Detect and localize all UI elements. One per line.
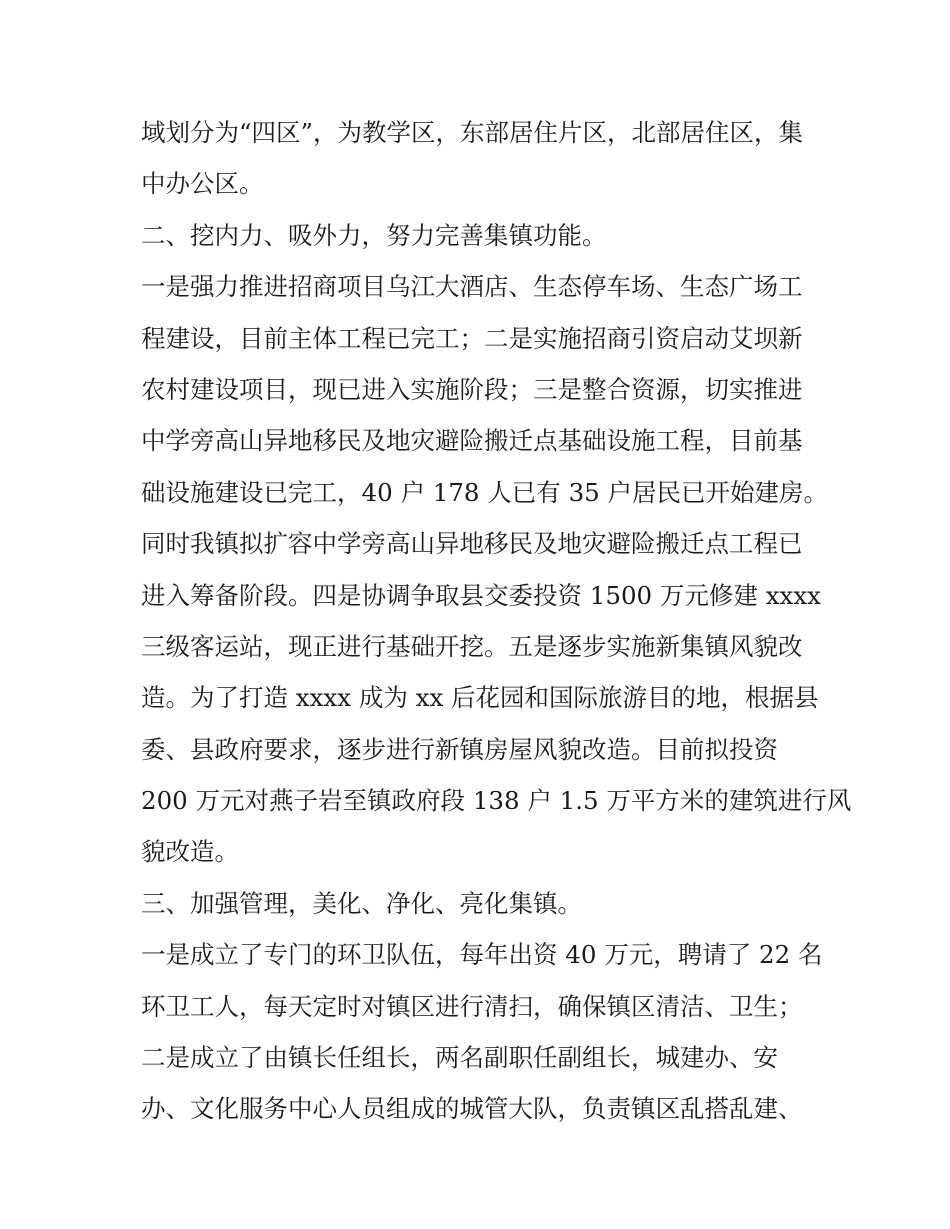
- text-line: 环卫工人，每天定时对镇区进行清扫，确保镇区清洁、卫生；: [141, 991, 803, 1021]
- text-line: 三级客运站，现正进行基础开挖。五是逐步实施新集镇风貌改: [141, 631, 803, 661]
- text-line: 办、文化服务中心人员组成的城管大队，负责镇区乱搭乱建、: [141, 1094, 803, 1124]
- text-line: 础设施建设已完工，40 户 178 人已有 35 户居民已开始建房。: [141, 477, 829, 507]
- text-line: 貌改造。: [141, 837, 239, 867]
- text-line: 中办公区。: [141, 169, 264, 199]
- text-line: 造。为了打造 xxxx 成为 xx 后花园和国际旅游目的地，根据县: [141, 683, 819, 713]
- text-line: 二是成立了由镇长任组长，两名副职任副组长，城建办、安: [141, 1043, 778, 1073]
- text-line: 同时我镇拟扩容中学旁高山异地移民及地灾避险搬迁点工程已: [141, 529, 803, 559]
- document-body: [141, 107, 852, 1135]
- text-line: 一是成立了专门的环卫队伍，每年出资 40 万元，聘请了 22 名: [141, 940, 823, 970]
- text-line: 农村建设项目，现已进入实施阶段；三是整合资源，切实推进: [141, 374, 803, 404]
- section-heading: 三、加强管理，美化、净化、亮化集镇。: [141, 888, 582, 918]
- text-line: 200 万元对燕子岩至镇政府段 138 户 1.5 万平方米的建筑进行风: [141, 786, 852, 816]
- text-line: 进入筹备阶段。四是协调争取县交委投资 1500 万元修建 xxxx: [141, 580, 821, 610]
- text-line: 程建设，目前主体工程已完工；二是实施招商引资启动艾坝新: [141, 323, 803, 353]
- text-line: 委、县政府要求，逐步进行新镇房屋风貌改造。目前拟投资: [141, 734, 778, 764]
- text-line: 域划分为“四区”，为教学区，东部居住片区，北部居住区，集: [141, 118, 804, 147]
- text-line: 中学旁高山异地移民及地灾避险搬迁点基础设施工程，目前基: [141, 426, 803, 456]
- text-line: 一是强力推进招商项目乌江大酒店、生态停车场、生态广场工: [141, 272, 803, 302]
- section-heading: 二、挖内力、吸外力，努力完善集镇功能。: [141, 220, 607, 250]
